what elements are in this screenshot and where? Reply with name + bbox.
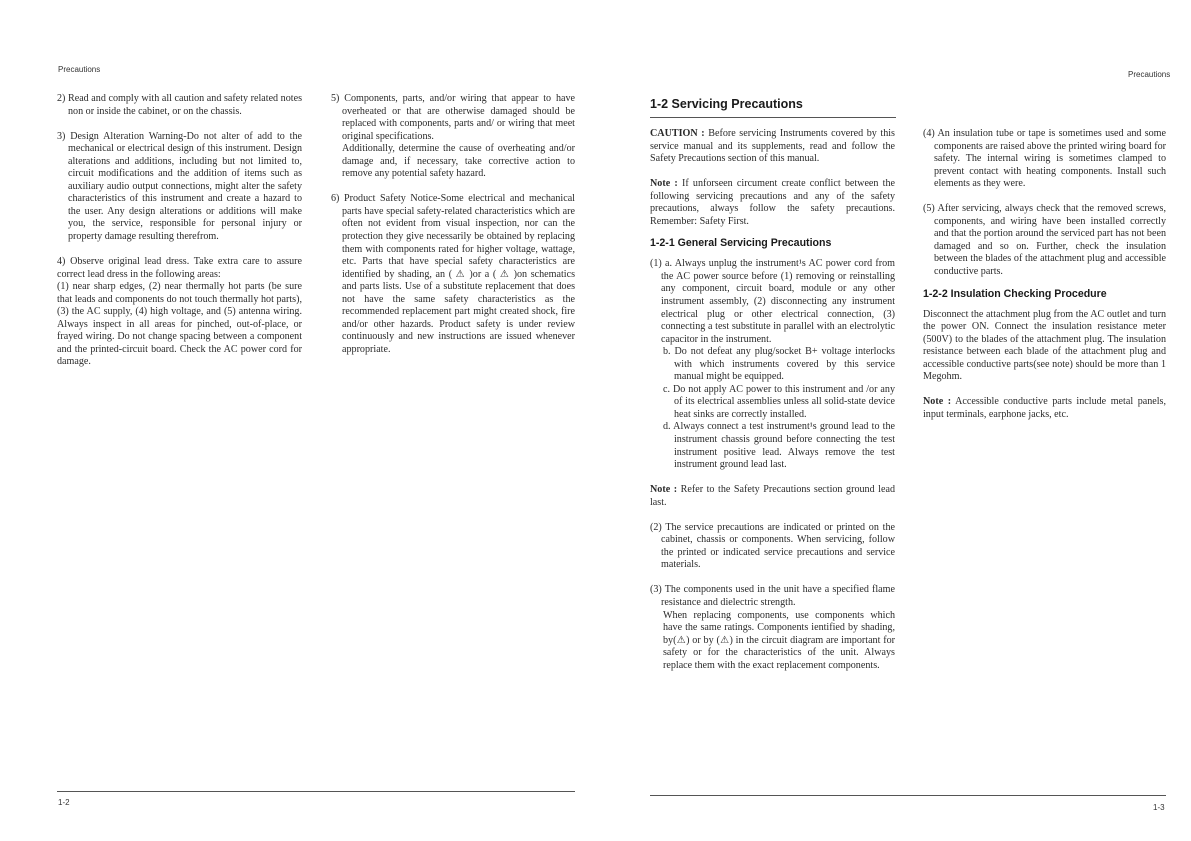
precaution-item-4-body: (1) near sharp edges, (2) near thermally hot parts (be sure that leads and components do not touch thermally hot parts), (3) the AC supply, (4) high voltage, and (5) antenna wiring. Always inspect in all areas for pinched, out-of-place, or frayed wiring. Do not change spacing between a component and the printed-circuit board. Check the AC power cord for damage.: [57, 281, 302, 368]
note-label-3: Note :: [923, 396, 952, 408]
general-item-1d: d. Always connect a test instrument¹s ground lead to the instrument chassis ground before connecting the test instrument positive lead. Always remove the test instrument ground lead last.: [663, 421, 895, 471]
section-title: 1-2 Servicing Precautions: [650, 97, 803, 111]
general-item-2: (2) The service precautions are indicated or printed on the cabinet, chassis or components. When servicing, follow the printed or indicated service precautions and service materials.: [650, 521, 895, 571]
column-4: [923, 128, 1166, 421]
title-underline: [650, 117, 896, 118]
note-paragraph-2: [650, 484, 895, 509]
precaution-item-2: 2) Read and comply with all caution and safety related notes non or inside the cabinet, or on the chassis.: [57, 93, 302, 117]
general-item-1b: b. Do not defeat any plug/socket B+ voltage interlocks with which instruments covered by this service manual might be equipped.: [663, 346, 895, 383]
note-text-3: Accessible conductive parts include metal panels, input terminals, earphone jacks, etc.: [923, 396, 1166, 420]
caution-label: CAUTION :: [650, 128, 705, 139]
general-item-1a: (1) a. Always unplug the instrument¹s AC power cord from the AC power source before (1) removing or reinstalling any component, circuit board, module or any other instrument assembly, (2) disconnecting any instrument electrical plug or other electrical connection, (3) connecting a test substitute in parallel with an electrolytic capacitor in the instrument.: [650, 258, 895, 345]
page-number-left: 1-2: [58, 798, 70, 807]
note-label-1: Note :: [650, 178, 678, 190]
column-2: [331, 93, 575, 356]
general-item-1c: c. Do not apply AC power to this instrument and /or any of its electrical assemblies unless all solid-state device heat sinks are correctly installed.: [663, 383, 895, 420]
note-paragraph-3: [923, 396, 1166, 421]
general-item-4: (4) An insulation tube or tape is sometimes used and some components are raised above the printed wiring board for safety. The internal wiring is sometimes clamped to prevent contact with heating components. Install such elements as they were.: [923, 128, 1166, 190]
precaution-item-5: 5) Components, parts, and/or wiring that appear to have overheated or that are otherwise damaged should be replaced with components, parts and/ or wiring that meet original specifications.: [331, 93, 575, 142]
precaution-item-4-intro: 4) Observe original lead dress. Take extra care to assure correct lead dress in the following areas:: [57, 256, 302, 280]
general-item-3a: (3) The components used in the unit have a specified flame resistance and dielectric strength.: [650, 584, 895, 608]
caution-paragraph: [650, 128, 895, 166]
precaution-item-6: 6) Product Safety Notice-Some electrical and mechanical parts have special safety-related characteristics which are often not evident from visual inspection, nor can the protection they give necessarily be obtained by replacing them with components rated for higher voltage, wattage, etc. Parts that have special safety characteristics are identified by shading, an ( ⚠ )or a ( ⚠ )on schematics and parts lists. Use of a substitute replacement that does not have the same safety characteristics as the recommended replacement part might created shock, fire and/or other hazards. Product safety is under review continuously and new instructions are issued whenever appropriate.: [331, 193, 575, 355]
running-header-left: Precautions: [58, 65, 101, 74]
note-text-2: Refer to the Safety Precautions section ground lead last.: [650, 484, 895, 508]
precaution-item-5-continued: Additionally, determine the cause of overheating and/or damage and, if necessary, take corrective action to remove any potential safety hazard.: [342, 143, 575, 180]
caution-text: Before servicing Instruments covered by this service manual and its supplements, read and follow the Safety Precautions section of this manual.: [650, 128, 895, 165]
running-header-right: Precautions: [1128, 70, 1171, 79]
subsection-title-1-2-1: 1-2-1 General Servicing Precautions: [650, 237, 832, 250]
footer-rule-left: [57, 791, 575, 792]
precaution-item-3: 3) Design Alteration Warning-Do not alter of add to the mechanical or electrical design of this instrument. Design alterations and additions, including but not limited to, circuit modifications and the addition of items such as auxiliary audio output connections, might alter the safety characteristics of this instrument and create a hazard to the user. Any design alterations or additions will make you, the service, responsible for personal injury or property damage resulting therefrom.: [57, 130, 302, 242]
page-number-right: 1-3: [1153, 803, 1165, 812]
note-label-2: Note :: [650, 484, 678, 496]
column-1: [57, 93, 302, 369]
insulation-procedure-text: Disconnect the attachment plug from the AC outlet and turn the power ON. Connect the insulation resistance meter (500V) to the blades of the attachment plug. The insulation resistance between each blade of the attachment plug and accessible conductive parts(see note) should be more than 1 Megohm.: [923, 308, 1166, 383]
note-paragraph-1: [650, 178, 895, 228]
footer-rule-right: [650, 795, 1166, 796]
column-3: [650, 128, 895, 672]
note-text-1: If unforseen circument create conflict between the following servicing precautions and any of the safety precautions, always follow the safety precautions. Remember: Safety First.: [650, 178, 896, 227]
general-item-5: (5) After servicing, always check that the removed screws, components, and wiring have been installed correctly and that the portion around the serviced part has not been damaged and so on. Further, check the insulation between the blades of the attachment plug and accessible conductive parts.: [923, 203, 1166, 277]
subsection-title-1-2-2: 1-2-2 Insulation Checking Procedure: [923, 287, 1107, 300]
general-item-3b: When replacing components, use components which have the same ratings. Components ientified by shading, by(⚠) or by (⚠) in the circuit diagram are important for safety or for the characteristics of the unit. Always replace them with the exact replacement components.: [663, 609, 895, 671]
